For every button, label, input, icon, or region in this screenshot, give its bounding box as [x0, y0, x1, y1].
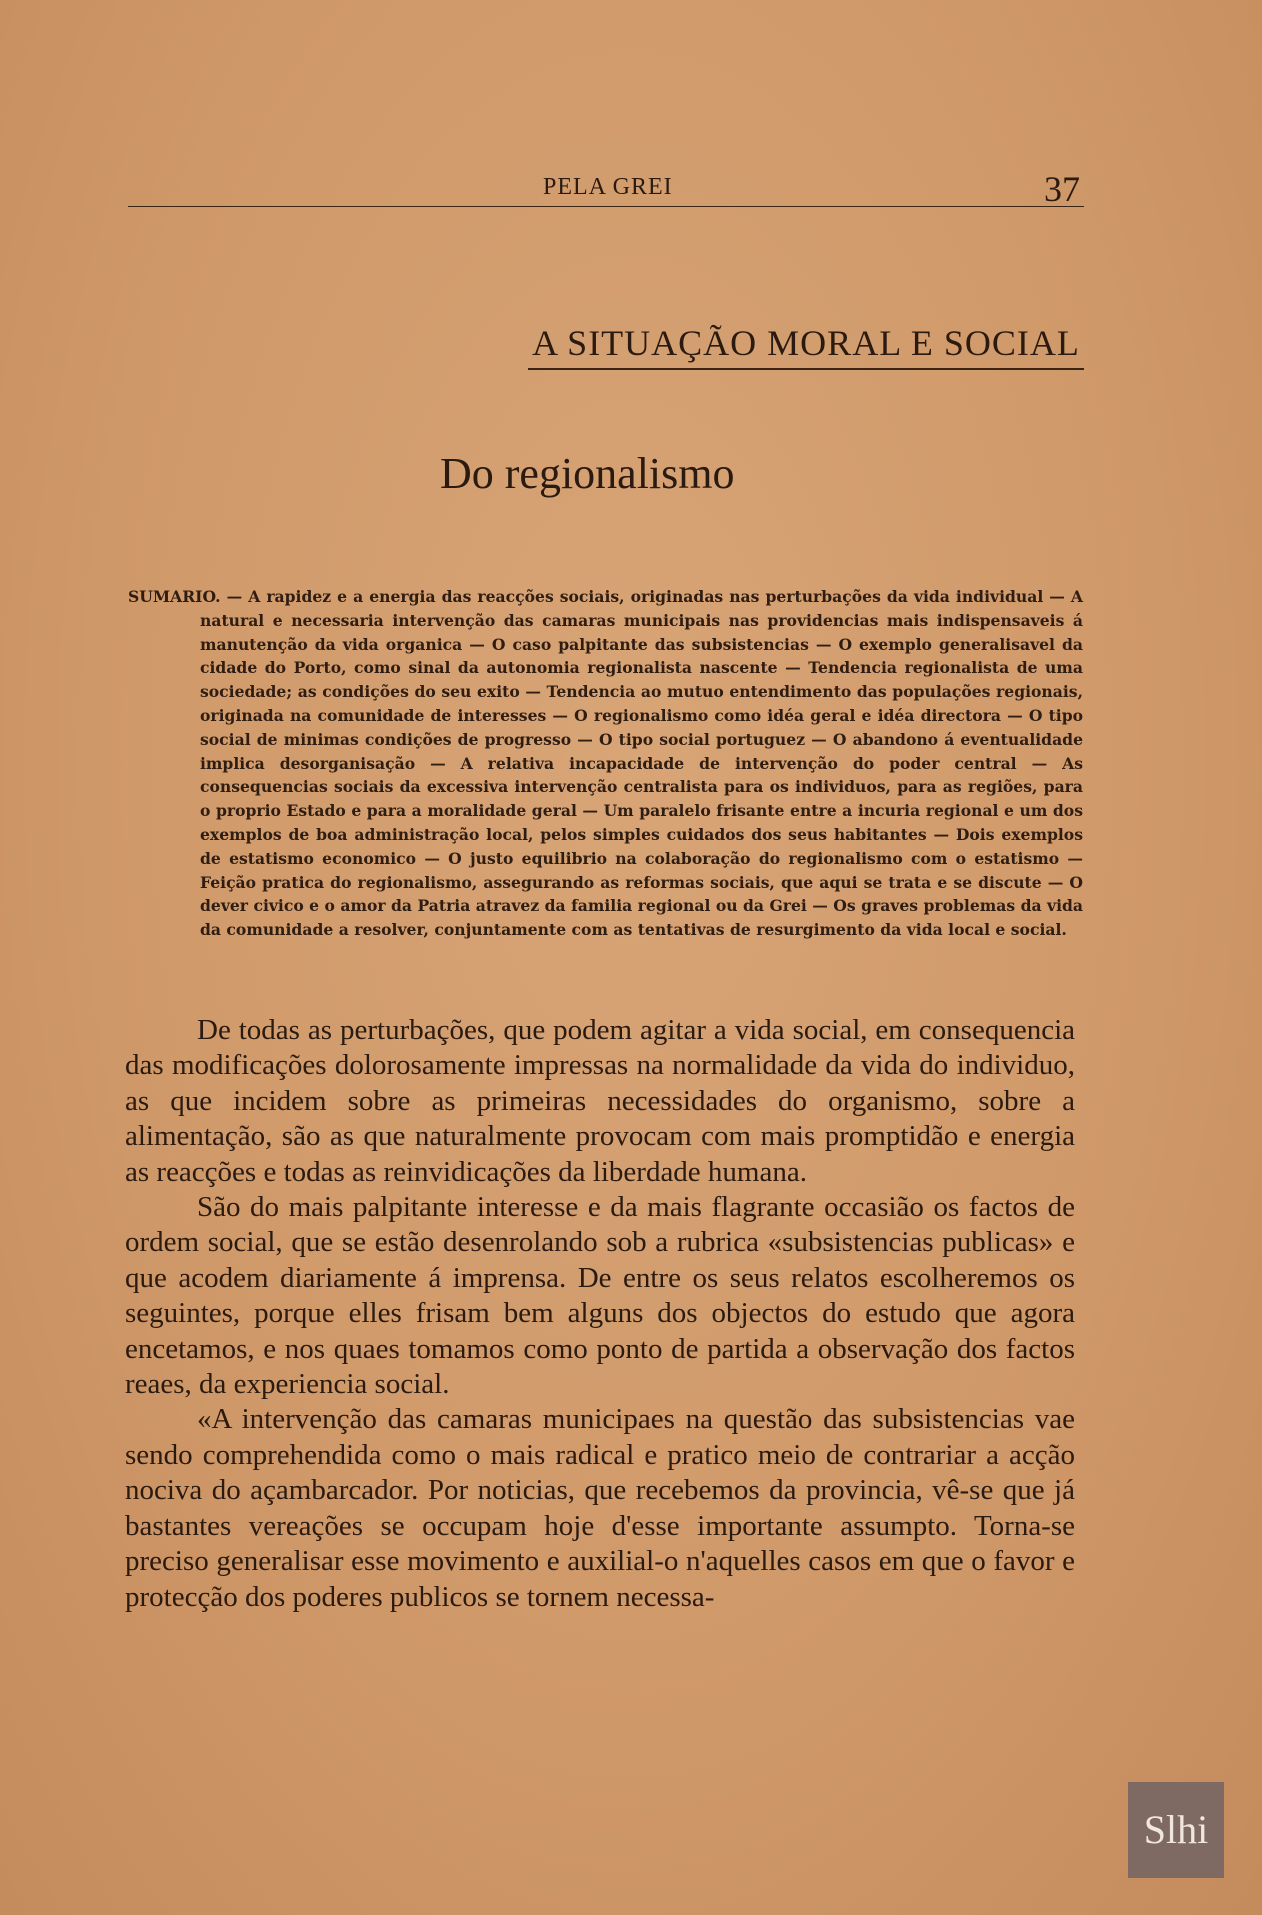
summary-paragraph [128, 585, 1083, 942]
summary-text: — A rapidez e a energia das reacções sociais, originadas nas perturbações da vida individual — A natural e necessaria intervenção das camaras municipais nas providencias mais indispensaveis á manutenção da vida organica — O caso palpitante das subsistencias — O exemplo generalisavel da cidade do Porto, como sinal da autonomia regionalista nascente — Tendencia regionalista de uma sociedade; as condições do seu exito — Tendencia ao mutuo entendimento das populações regionais, originada na comunidade de interesses — O regionalismo como idéa geral e idéa directora — O tipo social de minimas condições de progresso — O tipo social portuguez — O abandono á eventualidade implica desorganisação — A relativa incapacidade de intervenção do poder central — As consequencias sociais da excessiva intervenção centralista para os individuos, para as regiões, para o proprio Estado e para a moralidade geral — Um paralelo frisante entre a incuria regional e um dos exemplos de boa administração local, pelos simples cuidados dos seus habitantes — Dois exemplos de estatismo economico — O justo equilibrio na colaboração do regionalismo com o estatismo — Feição pratica do regionalismo, assegurando as reformas sociais, que aqui se trata e se discute — O dever civico e o amor da Patria atravez da familia regional ou da Grei — Os graves problemas da vida da comunidade a resolver, conjuntamente com as tentativas de resurgimento da vida local e social. [200, 587, 1083, 940]
summary-label: SUMARIO. [128, 587, 221, 606]
library-watermark-logo: Slhi [1128, 1782, 1224, 1878]
body-text [125, 1013, 1075, 1615]
page-number: 37 [1044, 169, 1080, 209]
body-paragraph-1: De todas as perturbações, que podem agitar a vida social, em consequencia das modificações dolorosamente impressas na normalidade da vida do individuo, as que incidem sobre as primeiras necessidades do organismo, sobre a alimentação, são as que naturalmente provocam com mais promptidão e energia as reacções e todas as reinvidicações da liberdade humana. [125, 1014, 1075, 1188]
body-paragraph-3: «A intervenção das camaras municipaes na questão das subsistencias vae sendo comprehendida como o mais radical e pratico meio de contrariar a acção nociva do açambarcador. Por noticias, que recebemos da provincia, vê-se que já bastantes vereações se occupam hoje d'esse importante assumpto. Torna-se preciso generalisar esse movimento e auxilial-o n'aquelles casos em que o favor e protecção dos poderes publicos se tornem necessa- [125, 1403, 1075, 1613]
running-title: PELA GREI [543, 174, 673, 200]
section-title: A SITUAÇÃO MORAL E SOCIAL [528, 318, 1084, 370]
chapter-title: Do regionalismo [440, 449, 735, 498]
summary-block [128, 585, 1083, 942]
body-paragraph-2: São do mais palpitante interesse e da mais flagrante occasião os factos de ordem social, que se estão desenrolando sob a rubrica «subsistencias publicas» e que acodem diariamente á imprensa. De entre os seus relatos escolheremos os seguintes, porque elles frisam bem alguns dos objectos do estudo que agora encetamos, e nos quaes tomamos como ponto de partida a observação dos factos reaes, da experiencia social. [125, 1191, 1075, 1401]
running-header [128, 170, 1084, 207]
